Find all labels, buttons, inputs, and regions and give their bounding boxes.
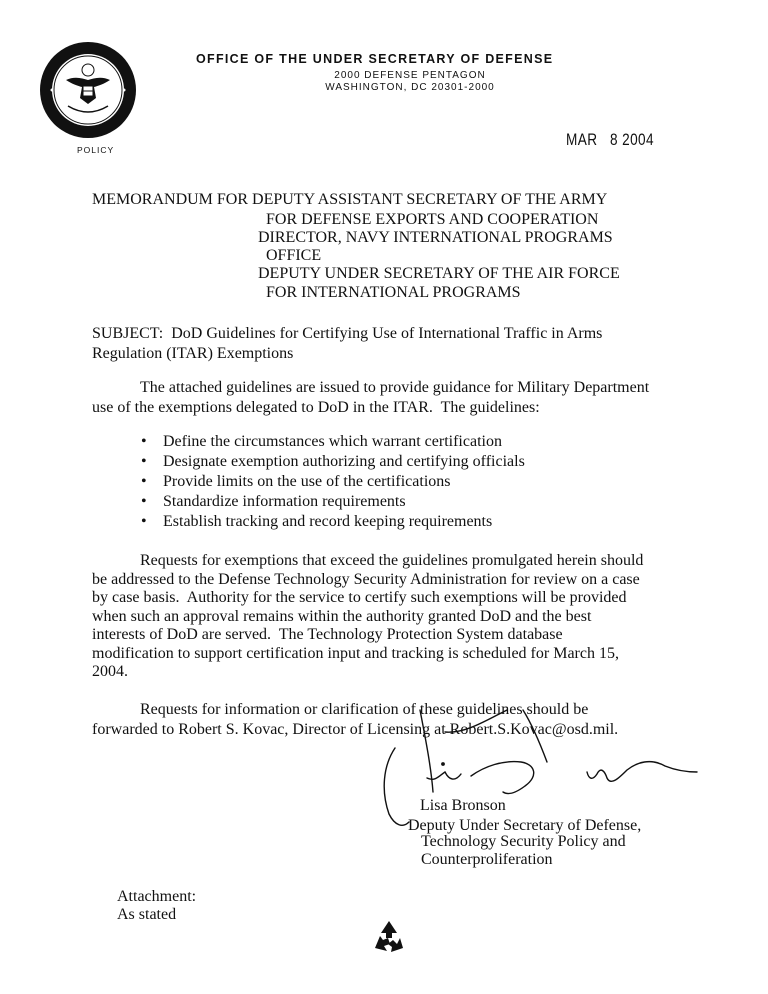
list-item: • Define the circumstances which warrant certification (141, 433, 502, 450)
address-line-2: WASHINGTON, DC 20301-2000 (325, 82, 495, 93)
memo-prefix: MEMORANDUM FOR DEPUTY ASSISTANT SECRETARY OF THE ARMY (92, 191, 608, 208)
attachment-value: As stated (117, 906, 177, 923)
paragraph-requests (92, 552, 692, 682)
paragraph-line: when such an approval remains within the authority granted DoD and the best (92, 607, 592, 625)
paragraph-line: use of the exemptions delegated to DoD in the ITAR. The guidelines: (92, 399, 540, 416)
memo-line: DEPUTY UNDER SECRETARY OF THE AIR FORCE (258, 265, 620, 282)
bullet-icon: • (141, 493, 147, 510)
paragraph-line: Requests for information or clarification of these guidelines should be (140, 701, 589, 718)
paragraph-line: forwarded to Robert S. Kovac, Director of Licensing at Robert.S.Kovac@osd.mil. (92, 721, 619, 738)
memo-line: FOR DEFENSE EXPORTS AND COOPERATION (258, 211, 599, 228)
signer-title: Counterproliferation (421, 851, 553, 868)
recycle-icon (370, 918, 408, 956)
paragraph-line: by case basis. Authority for the service to certify such exemptions will be provided (92, 589, 627, 606)
bullet-icon: • (141, 473, 147, 490)
list-item: • Provide limits on the use of the certifications (141, 473, 451, 490)
paragraph-line: 2004. (92, 663, 128, 680)
bullet-icon: • (141, 513, 147, 530)
policy-label: POLICY (77, 145, 115, 155)
list-item: • Standardize information requirements (141, 493, 406, 510)
paragraph-line: be addressed to the Defense Technology Security Administration for review on a case (92, 570, 640, 588)
attachment-label: Attachment: (117, 888, 197, 905)
paragraph-line: Requests for exemptions that exceed the guidelines promulgated herein should (140, 552, 644, 569)
bullet-icon: • (141, 433, 147, 450)
paragraph-line: interests of DoD are served. The Technology Protection System database (92, 626, 563, 643)
bullet-icon: • (141, 453, 147, 470)
paragraph-intro (92, 378, 692, 418)
list-item: • Establish tracking and record keeping requirements (141, 513, 493, 530)
subject-line: Regulation (ITAR) Exemptions (92, 345, 294, 362)
office-title: OFFICE OF THE UNDER SECRETARY OF DEFENSE (196, 52, 554, 66)
signer-title: Technology Security Policy and (421, 833, 626, 850)
signer-title: Deputy Under Secretary of Defense, (408, 817, 642, 834)
paragraph-line: The attached guidelines are issued to provide guidance for Military Department (140, 379, 650, 396)
subject (92, 324, 602, 364)
subject-line: SUBJECT: DoD Guidelines for Certifying Use of International Traffic in Arms (92, 325, 603, 342)
guidelines-list (92, 432, 525, 532)
address-line-1: 2000 DEFENSE PENTAGON (334, 70, 486, 81)
memo-line: FOR INTERNATIONAL PROGRAMS (258, 284, 521, 301)
list-item: • Designate exemption authorizing and certifying officials (141, 453, 525, 470)
memo-line: DIRECTOR, NAVY INTERNATIONAL PROGRAMS (258, 229, 613, 246)
signer-name: Lisa Bronson (420, 797, 506, 814)
date-stamp: MAR 8 2004 (566, 130, 654, 149)
memo-line: OFFICE (258, 247, 322, 264)
paragraph-line: modification to support certification input and tracking is scheduled for March 15, (92, 644, 619, 662)
